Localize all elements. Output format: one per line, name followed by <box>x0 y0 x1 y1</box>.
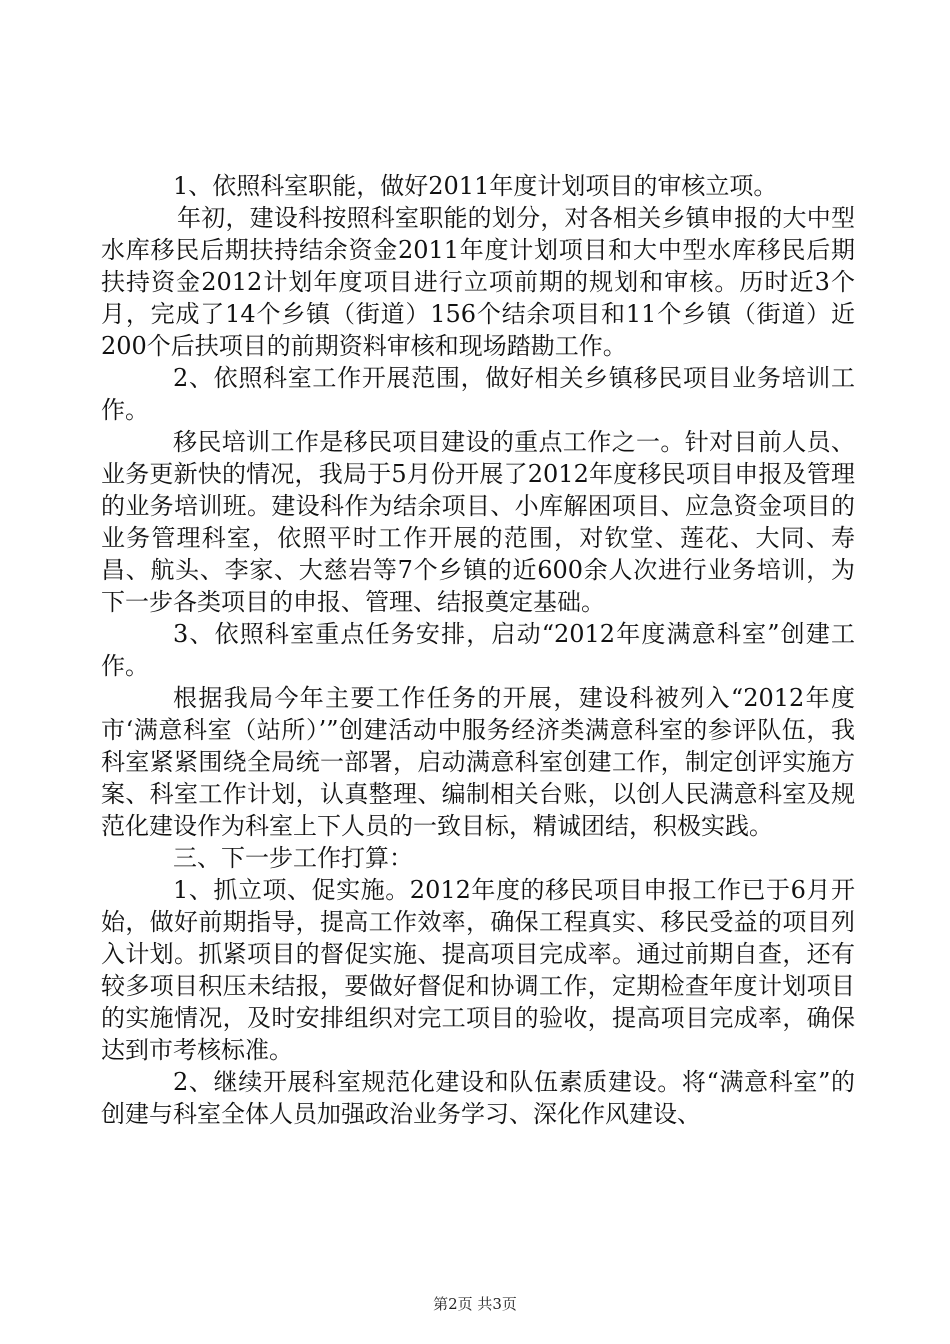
paragraph-plan-item-2: 2、继续开展科室规范化建设和队伍素质建设。将“满意科室”的创建与科室全体人员加强政治业务学习、深化作风建设、 <box>101 1068 855 1128</box>
section-three-heading: 三、下一步工作打算： <box>173 844 413 872</box>
paragraph-plan-item-1: 1、抓立项、促实施。2012年度的移民项目申报工作已于6月开始，做好前期指导，提高工作效率，确保工程真实、移民受益的项目列入计划。抓紧项目的督促实施、提高项目完成率。通过前期自查，还有较多项目积压未结报，要做好督促和协调工作，定期检查年度计划项目的实施情况，及时安排组织对完工项目的验收，提高项目完成率，确保达到市考核标准。 <box>101 876 855 1064</box>
section-item-3-heading: 3、依照科室重点任务安排，启动“2012年度满意科室”创建工作。 <box>101 620 855 680</box>
section-item-1-heading: 1、依照科室职能，做好2011年度计划项目的审核立项。 <box>173 172 778 200</box>
page-footer: 第2页 共3页 <box>433 1295 517 1313</box>
paragraph-satisfaction-office: 根据我局今年主要工作任务的开展，建设科被列入“2012年度市‘满意科室（站所）’”创建活动中服务经济类满意科室的参评队伍，我科室紧紧围绕全局统一部署，启动满意科室创建工作，制定创评实施方案、科室工作计划，认真整理、编制相关台账，以创人民满意科室及规范化建设作为科室上下人员的一致目标，精诚团结，积极实践。 <box>101 684 855 840</box>
document-body <box>101 170 855 1130</box>
paragraph-project-review: 年初，建设科按照科室职能的划分，对各相关乡镇申报的大中型水库移民后期扶持结余资金2011年度计划项目和大中型水库移民后期扶持资金2012计划年度项目进行立项前期的规划和审核。历时近3个月，完成了14个乡镇（街道）156个结余项目和11个乡镇（街道）近200个后扶项目的前期资料审核和现场踏勘工作。 <box>101 204 855 360</box>
paragraph-training: 移民培训工作是移民项目建设的重点工作之一。针对目前人员、业务更新快的情况，我局于5月份开展了2012年度移民项目申报及管理的业务培训班。建设科作为结余项目、小库解困项目、应急资金项目的业务管理科室，依照平时工作开展的范围，对钦堂、莲花、大同、寿昌、航头、李家、大慈岩等7个乡镇的近600余人次进行业务培训，为下一步各类项目的申报、管理、结报奠定基础。 <box>101 428 855 616</box>
section-item-2-heading: 2、依照科室工作开展范围，做好相关乡镇移民项目业务培训工作。 <box>101 364 855 424</box>
